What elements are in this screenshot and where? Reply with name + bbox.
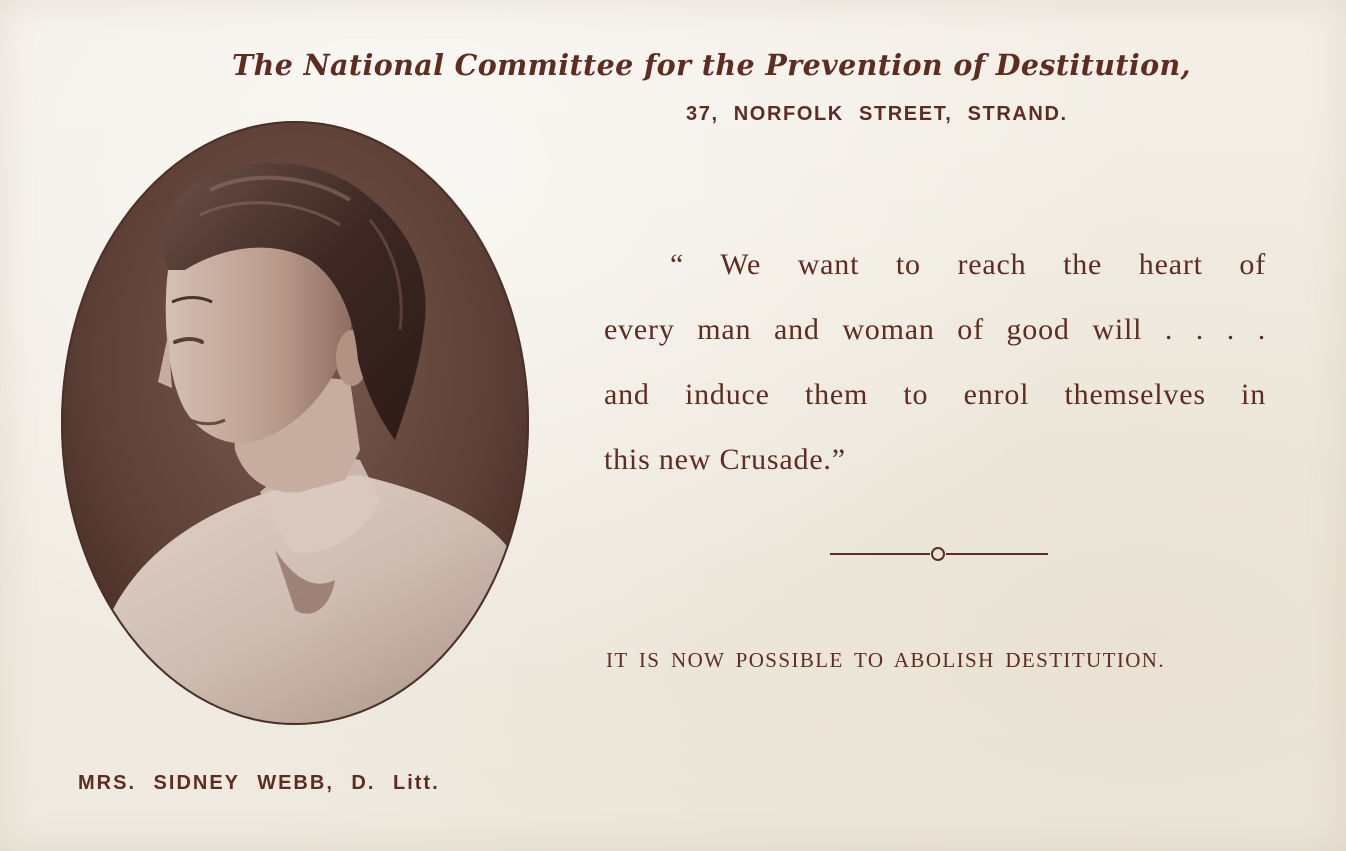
quote-block bbox=[604, 232, 1266, 492]
organization-address: 37, NORFOLK STREET, STRAND. bbox=[686, 103, 1068, 125]
quote-line: and induce them to enrol themselves in bbox=[604, 378, 1266, 411]
organization-title: The National Committee for the Prevention of Destitution, bbox=[232, 48, 1191, 82]
quote-line: “ We want to reach the heart of bbox=[670, 248, 1266, 281]
quote-line: this new Crusade.” bbox=[604, 443, 846, 476]
portrait-photo bbox=[60, 120, 530, 726]
slogan: IT IS NOW POSSIBLE TO ABOLISH DESTITUTION. bbox=[606, 648, 1166, 672]
quote-line: every man and woman of good will . . . . bbox=[604, 313, 1266, 346]
rule-ornament-icon bbox=[828, 544, 1050, 564]
portrait-caption: MRS. SIDNEY WEBB, D. Litt. bbox=[78, 772, 440, 794]
